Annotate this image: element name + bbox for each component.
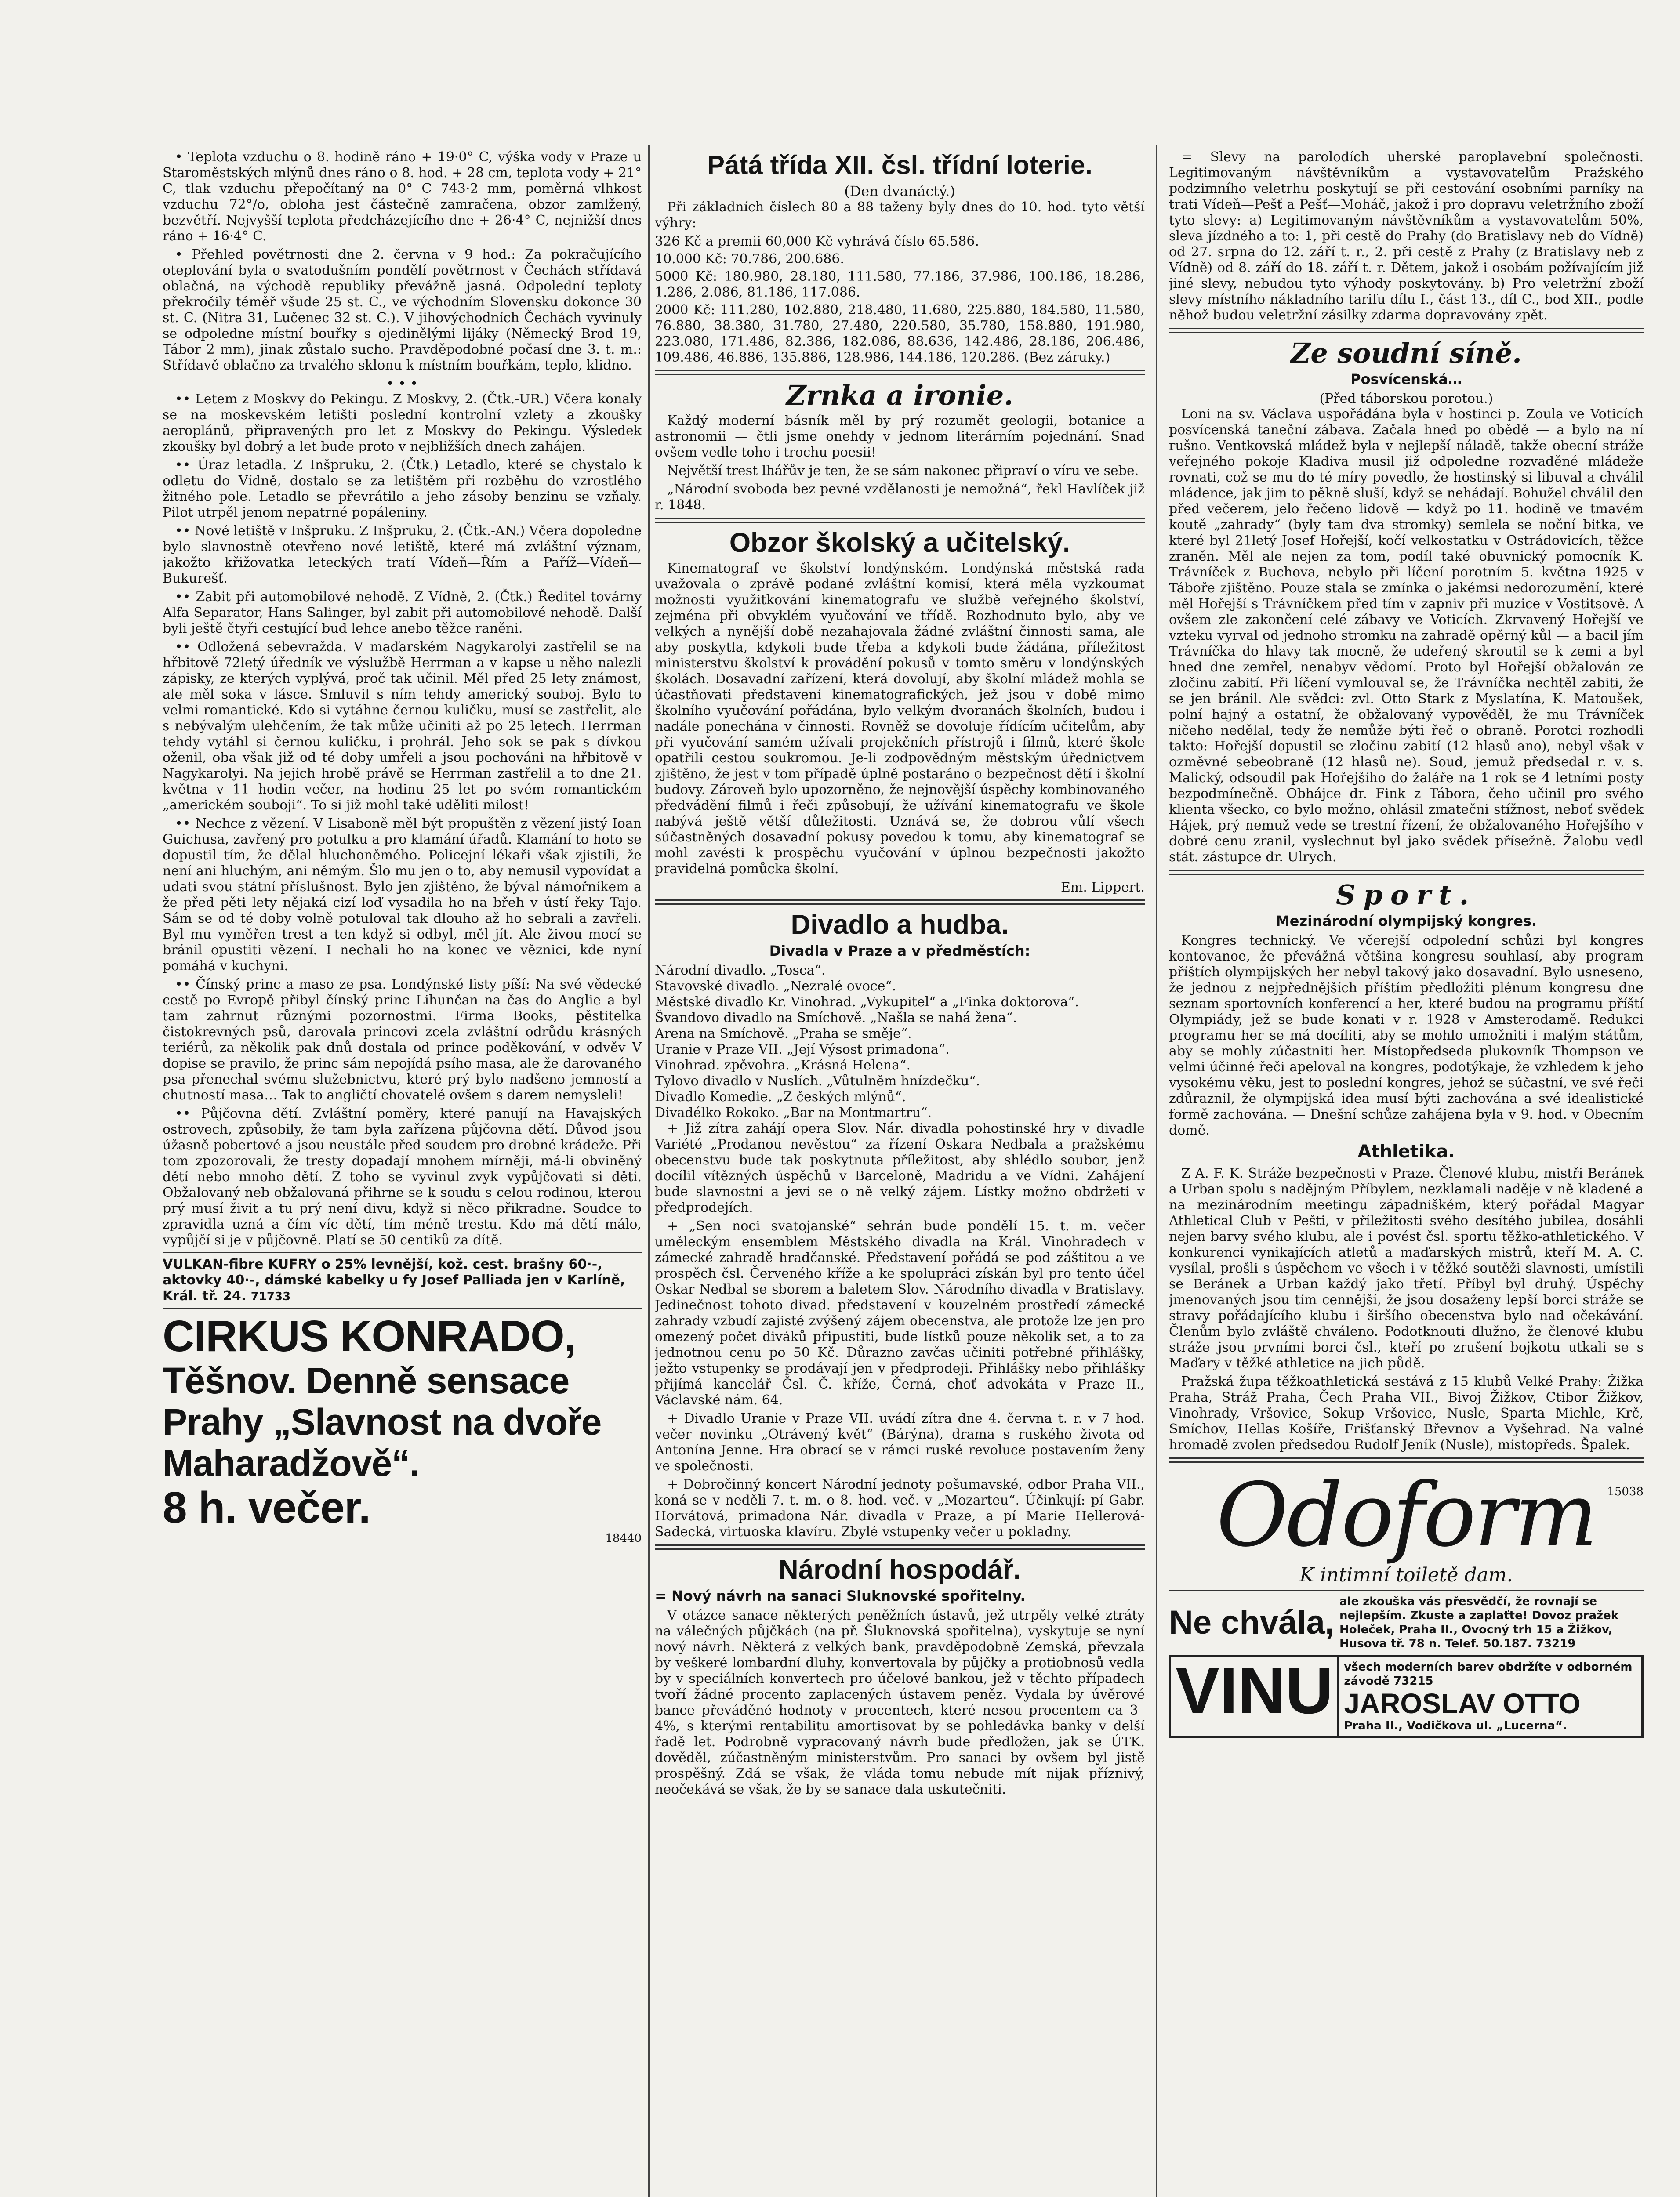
sport-title: Sport. (1335, 879, 1477, 911)
economy-title: Národní hospodář. (778, 1555, 1021, 1585)
divider (1169, 1457, 1644, 1463)
column-2 (655, 149, 1145, 2197)
ad-nechvala-body: ale zkouška vás přesvědčí, že rovnají se nejlepším. Zkuste a zaplaťte! Dovoz pražek Holeček, Praha II., Ovocný trh 15 a Žižkov, Husova tř. 78 n. Telef. 50.187. (1339, 1595, 1619, 1650)
court-article: Loni na sv. Václava uspořádána byla v hostinci p. Zoula ve Voticích posvícenská taneční zábava. Začala hned po obědě — a bylo na ní rušno. Ventkovská mládež byla v nejlepší náladě, takže obecní stráže veřejného pokoje Kladiva musil již odpoledne rozvaděné mládeže rovnati, což se mu do té míry povedlo, že hostinský si libuval a chválil mládence, jak jim to pěkně sluší, když se nehádají. Bohužel chválil den před večerem, jelo řečeno lidově — když po 11. hodině ve tmavém koutě „zahrady“ (byly tam dva stromky) semlela se noční bitka, ve které byl 21letý Josef Hořejší, kočí velkostatku v Ostrádovicích, těžce zraněn. Měl ale nejen za tom, podíl také obuvnický pomocník K. Trávníček z Buchova, nebylo při líčení porotním 5. května 1925 v Táboře zjištěno. Pouze stala se zmínka o jakémsi nedorozumění, které měl Hořejší s Trávníčkem před tím v zapniv při muzice v Vostitsově. A ovšem zle zakončení celé zábavy ve Voticích. Zkrvavený Hořejší ve vzteku vyrval od jednoho stromku na zahradě opěrný kůl — a bacil jím Trávníčka do hlavy tak mocně, že udeřený skroutil se k zemi a byl hned dne zemřel, nenabyv vědomí. Proto byl Hořejší obžalován ze zločinu zabití. Při líčení vymlouval se, že Trávníčka nechtěl zabiti, že se jen bránil. Ale svědci: zvl. Otto Stark z Myslatína, K. Matoušek, polní hajný a ostatní, že obžalovaný vypověděl, že mu Trávníček ničeho nedělal, tedy že nemůže býti řeč o obraně. Porotci rozhodli takto: Hořejší dopustil se zločinu zabití (12 hlasů ano), nebyl však v ozměvné sebeobraně (12 hlasů ne). Soud, jemuž předsedal r. v. s. Malický, odsoudil pak Hořejšího do žaláře na 1 rok se 4 letními posty bezpodmínečně. Obhájce dr. Fink z Tábora, čeho učinil pro svého klienta všecko, co bylo možno, ohlásil zmatečni stížnost, neboť svědek Hájek, prý nemuž vede se trestní řízení, že obžalovaného Hořejšího v dobré cenu zranil, vyslechnut byl jako svědek přísežně. Žalobu vedl stát. zástupce dr. Ulrych. (1169, 406, 1644, 865)
theatre-item: Stavovské divadlo. „Nezralé ovoce“. (655, 979, 896, 994)
ad-odoform-brand: Odoform (1216, 1464, 1597, 1566)
theatre-concert: + Dobročinný koncert Národní jednoty pošumavské, odbor Praha VII., koná se v neděli 7. t. m. o 8. hod. več. v „Mozarteu“. Účinkují: pí Gabr. Horvátová, primadona Nár. divadla v Praze, a pí Marie Hellerová-Sadecká, virtuoska klavíru. Zbylé vstupenky večer u pokladny. (655, 1477, 1145, 1540)
theatre-opera: + Již zítra zahájí opera Slov. Nár. divadla pohostinské hry v divadle Variété „Prodanou nevěstou“ za řízení Oskara Nedbala a pražskému obecenstvu bude tak poskytnuta příležitost, aby shlédlo soubor, jenž docílil vítězných úspěchů v Barceloně, Madridu a ve Vídni. Zahájení bude slavnostní a jeví se o ně velký zájem. Lístky možno obdržeti v předprodejích. (655, 1121, 1145, 1215)
sport-subtitle: Mezinárodní olympijský kongres. (1275, 913, 1537, 929)
ad-vinu-code: 73215 (1393, 1675, 1433, 1688)
divider (1169, 1590, 1644, 1591)
news-car-accident: •• Zabit při automobilové nehodě. Z Vídně, 2. (Čtk.) Ředitel továrny Alfa Separator, Hans Salinger, byl zabit při automobilové nehodě. Další byli ještě čtyři cestující bud lehce anebo těžce raněni. (163, 589, 642, 636)
ad-vulkan-text: VULKAN-fibre KUFRY o 25% levnější, kož. cest. brašny 60·-, aktovky 40·-, dámské kabelky u fy Josef Palliada jen v Karlíně, Král. tř. 24. (163, 1257, 625, 1304)
news-postponed-suicide: •• Odložená sebevražda. V maďarském Nagykarolyi zastřelil se na hřbitově 72letý úředník ve výslužbě Herrman a v kapse u něho nalezli zápisky, ze kterých vyplývá, proč tak učinil. Měl před 25 lety známost, ale měl soka v lásce. Smluvil s ním tehdy americký souboj. Bylo to velmi romantické. Kdo si vytáhne černou kuličku, musí se zastřelit, ale s nebývalým ulehčením, že tak může učiniti až po 25 letech. Herrman tehdy vytáhl si černou kuličku, i prohrál. Jeho sok se pak s dívkou oženil, oba však již od té doby umřeli a jsou pochováni na hřbitově v Nagykarolyi. Na jejich hrobě právě se Herrman zastřelil a to dne 21. května v 11 hodin večer, na hodinu 25 let po svém romantickém „americkém souboji“. To si již mohl také uděliti milost! (163, 639, 642, 813)
ad-odoform-tagline: K intimní toiletě dam. (1299, 1564, 1513, 1586)
news-new-airport: •• Nové letiště v Inšpruku. Z Inšpruku, 2. (Čtk.-AN.) Včera dopoledne bylo slavnostně otevřeno nové letiště, které má zvláštní význam, jakožto křižovatka leteckých tratí Vídeň—Řím a Paříž—Vídeň—Bukurešť. (163, 523, 642, 586)
ship-discounts: = Slevy na parolodích uherské paroplavební společnosti. Legitimovaným návštěvníkům a vystavovatelům Pražského podzimního veletrhu poskytují se při cestování osobními parníky na trati Vídeň—Pešť a Pešť—Moháč, jakož i pro dopravu veletržního zboží tyto slevy: a) Legitimovaným návštěvníkům a vystavovatelům 50%, sleva jízdného a to: 1, při cestě do Prahy (do Bratislavy neb do Vídně) od 27. srpna do 12. září t. r., 2. při cestě z Prahy (z Bratislavy neb z Vídně) od 8. září do 18. září t. r. Dětem, jakož i osobám požívajícím již jiné slevy, nebudou tyto výhody poskytovány. b) Pro veletržní zboží slevy místního nákladního tarifu dílu I., část 13., díl C., bod XII., podle něhož budou veletržní zásilky zdarma dopravovány zpět. (1169, 149, 1644, 323)
theatre-item: Národní divadlo. „Tosca“. (655, 963, 826, 978)
economy-article: V otázce sanace některých peněžních ústavů, jež utrpěly velké ztráty na válečných půjčkách (na př. Šluknovská spořitelna), vyskytuje se nyní nový návrh. Některá z velkých bank, pravděpodobně Zemská, převzala by veškeré lombardní dluhy, konvertovala by půjčky a protiobnosů vedla by v speciálních konvertech pro účelové bankou, jež v těchto případech tvoří žádné procento zaplacených ústavem peněz. Vydala by úvěrové bance převáděné hodnoty v procentech, které nesou procentem ca 3–4%, s kterými rentabilitu amortisovat by se pohledávka banky v delší řadě let. Podrobně vypracovaný návrh bude předložen, jak se ÚTK. dověděl, zúčastněným ministerstvům. Pro sanaci by ovšem byl jistě prospěšný. Zdá se však, že vláda tomu nebude mít nijak příznivý, neočekává se však, že by se sanace dala uskutečniti. (655, 1608, 1145, 1797)
theatre-item: Městské divadlo Kr. Vinohrad. „Vykupitel“ a „Finka doktorova“. (655, 994, 1079, 1010)
lottery-subtitle: (Den dvanáctý.) (844, 183, 955, 199)
court-subtitle-2: (Před táborskou porotou.) (1319, 391, 1493, 406)
lottery-intro: Při základních číslech 80 a 88 taženy byly dnes do 10. hod. tyto větší výhry: (655, 199, 1145, 231)
athletics-title: Athletika. (1357, 1142, 1455, 1162)
theatre-item: Vinohrad. zpěvohra. „Krásná Helena“. (655, 1058, 911, 1073)
theatre-subtitle: Divadla v Praze a v předměstích: (769, 943, 1030, 959)
ad-vinu-details (1339, 1657, 1641, 1736)
divider (655, 899, 1145, 905)
ad-vinu-address: Praha II., Vodičkova ul. „Lucerna“. (1344, 1719, 1567, 1733)
ad-nechvala-code: 73219 (1535, 1637, 1576, 1650)
school-signature: Em. Lippert. (1060, 880, 1145, 895)
divider (163, 1252, 642, 1253)
theatre-uranie: + Divadlo Uranie v Praze VII. uvádí zítra dne 4. června t. r. v 7 hod. večer novinku „Otrávený květ“ (Bárýna), drama s ruského života od Antonína Jenne. Hra obrací se v rámci ruské revoluce postavením ženy ve společnosti. (655, 1411, 1145, 1474)
school-article: Kinematograf ve školství londýnském. Londýnská městská rada uvažovala o zprávě podané zvláštní komisí, která měla vyzkoumat možnosti využitkování kinematografu ve službě veřejného školství, zejména při obvyklém vyučování ve třídě. Rozhodnuto bylo, aby ve velkých a nynější době nezahajovala žádné zvláštní činnosti sama, ale aby poskytla, kdykoli bude třeba a kdykoli bude žádána, příležitost ministerstvu školství k provádění pokusů v tomto směru v londýnských školách. Dosavadní zařízení, která dovolují, aby školní mládež mohla se účastňovati představení kinematografických, jež jsou v době mimo školního vyučování pořádána, bylo velkým dvoranách školních, budou i nadále ponechána v činnosti. Rovněž se dovoluje řídícím učitelům, aby při vyučování samém užívali projekčních přístrojů i filmů, které škole opatřili cestou soukromou. Je-li zodpovědným městským úřednictvem zjištěno, že jest v tom případě úplně postaráno o bezpečnost dětí i školní budovy. Zároveň bylo upozorněno, že nejnovější úspěchy kombinovaného předvádění filmů i řeči způsobují, že užívání kinematografu ve škole nabývá ještě větší důležitosti. Uznává se, že dobrou vůlí všech súčastněných dosavadní pokusy povedou k tomu, aby kinematograf se mohl zavésti k prospěchu vyučování v úplnou bezpečnosti jakožto pravidelná pomůcka školní. (655, 561, 1145, 877)
theatre-title: Divadlo a hudba. (791, 910, 1009, 940)
ad-odoform (1169, 1464, 1644, 1586)
news-plane-accident: •• Úraz letadla. Z Inšpruku, 2. (Čtk.) Letadlo, které se chystalo k odletu do Vídně, dostalo se za letištěm při rozběhu do vzrostlého žitného pole. Letadlo se převrátilo a jeho zásoby benzinu se vzňaly. Pilot utrpěl jenom nepatrné popáleniny. (163, 457, 642, 520)
lottery-prize-2000: 2000 Kč: 111.280, 102.880, 218.480, 11.680, 225.880, 184.580, 11.580, 76.880, 38.380, 31.780, 27.480, 220.580, 35.780, 158.880, 191.980, 223.080, 171.486, 82.386, 182.086, 88.636, 142.486, 28.186, 206.486, 109.486, 46.886, 135.886, 128.986, 144.186, 120.286. (Bez záruky.) (655, 302, 1145, 365)
ad-cirkus-time: 8 h. večer. (163, 1483, 370, 1532)
ad-vinu (1169, 1655, 1644, 1738)
news-chinese-prince: •• Čínský princ a maso ze psa. Londýnské listy píší: Na své vědecké cestě po Evropě přibyl čínský princ Lihunčan na čas do Anglie a byl tam zahrnut různými pozornostmi. Firma Books, pěstitelka čistokrevných psů, darovala princovi zcela zvláštní odrůdu krásných teriérů, za několik pak dnů dostala od prince poděkování, v odvěv V dopise se pravilo, že princ sám nepojídá psího masa, ale že darovaného psa přenechal svému služebnictvu, které prý bylo nadšeno jemností a chutností masa… Tak to angličtí chovatelé ovšem s darem nemysleli! (163, 977, 642, 1103)
news-child-rental: •• Půjčovna dětí. Zvláštní poměry, které panují na Havajských ostrovech, způsobily, že tam byla zařízena půjčovna dětí. Důvod jsou úžasně pobertové a jsou neustále před soudem pro drobné krádeže. Při tom zpozorovali, že tresty dopadají mnohem mírněji, má-li obviněný dětí nebo mnoho dětí. Z toho se vyvinul zvyk vypůjčovati si děti. Obžalovaný neb obžalovaná přihrne se k soudu s celou rodinou, kterou prý musí živit a tu prý není divu, když si něco přikradne. Soudce to zpravidla uzná a čím víc dětí, tím méně trestu. Kdo má dětí málo, vypůjčí si je v půjčovně. Platí se 50 centiků za dítě. (163, 1106, 642, 1248)
ad-vulkan-code: 71733 (250, 1290, 291, 1303)
divider (655, 370, 1145, 375)
ad-nechvala-headline: Ne chvála, (1169, 1604, 1334, 1641)
theatre-midsummer: + „Sen noci svatojanské“ sehrán bude pondělí 15. t. m. večer uměleckým ensemblem Městského divadla na Král. Vinohradech v zámecké zahradě hradčanské. Představení pořádá se pod záštitou a ve prospěch čsl. Červeného kříže a ke spolupráci získán byl pro tento účel Oskar Nedbal se sborem a baletem Slov. Národního divadla v Bratislavy. Jedinečnost tohoto divad. představení v kouzelném prostředí zámecké zahrady vzbudí zajisté zvýšený zájem obecenstva, ale protože lze jen pro omezený počet diváků připustiti, bude lístků pouze několik set, a to za jednotnou cenu po 50 Kč. Důrazno zavčas učiniti potřebné přihlášky, ježto vstupenky se prodávají jen v předprodeji. Přihlášky nebo přihlášky přijímá kancelář Čsl. Č. kříže, Černá, choť advokáta v Praze II., Václavské nám. 64. (655, 1218, 1145, 1408)
theatre-item: Švandovo divadlo na Smíchově. „Našla se nahá žena“. (655, 1010, 1017, 1026)
lottery-title: Pátá třída XII. čsl. třídní loterie. (707, 150, 1092, 180)
divider (1169, 328, 1644, 333)
sport-congress: Kongres technický. Ve včerejší odpolední schůzi byl kongres kontovanoe, že převážná většina kongresu souhlasí, aby program příštích olympijských her nebyl takový jako dosavadní. Bylo usneseno, že jednou z nejpřednějších příštím předložiti plénum kongresu dne seznam sportovních konferencí a her, které budou na programu příští Olympiády, jež se bude konati v r. 1928 v Amsterodamě. Redukci programu her se má docíliti, aby se mohlo umožniti i malým státům, aby se mohly zúčastniti her. Místopředseda plukovník Thompson ve velmi účinné řeči apeloval na kongres, podotýkaje, že vzhledem k jeho vysokému věku, jest to poslední kongres, jehož se súčastní, ve své řeči zdůraznil, že olympijská idea musí býti zachována a své idealistické formě zachována. — Dnešní schůze zahájena byla v 9. hod. v Obecním domě. (1169, 933, 1644, 1138)
irony-p1: Každý moderní básník měl by prý rozumět geologii, botanice a astronomii — čtli jsme onehdy v jednom literárním pojednání. Snad ovšem vedle toho i trochu poesii! (655, 413, 1145, 460)
lottery-prize-10000: 10.000 Kč: 70.786, 200.686. (655, 251, 845, 267)
theatre-item: Uranie v Praze VII. „Její Výsost primadona“. (655, 1042, 950, 1057)
court-subtitle: Posvícenská… (1350, 371, 1462, 388)
news-prison: •• Nechce z vězení. V Lisaboně měl být propuštěn z vězení jistý Ioan Guichusa, zavřený pro potulku a pro klamání úřadů. Klamání to hoto se dopustil tím, že dělal hluchoněmého. Policejní lékaři však zjistili, že není ani hluchým, ani němým. Šlo mu jen o to, aby nemusil vypovídat a udati svou státní příslušnost. Bylo jen zjištěno, že býval námořníkem a že před pěti lety nějaká cizí loď vysadila ho na břeh v ústí řeky Tajo. Sám se od té doby volně potuloval tak dlouho až ho sebrali a zavřeli. Byl mu vyměřen trest a ten když si odbyl, měl jít. Ale živou mocí se bránil opustiti vězení. I nechali ho na konec ve věznici, kde nyní pomáhá v kuchyni. (163, 816, 642, 974)
column-rule-1 (648, 145, 650, 2197)
ad-cirkus-title: CIRKUS KONRADO, (163, 1312, 576, 1361)
school-title: Obzor školský a učitelský. (729, 528, 1070, 558)
divider (655, 1544, 1145, 1550)
section-dots: • • • (386, 376, 418, 392)
lottery-prize-main: 326 Kč a premii 60,000 Kč vyhrává číslo 65.586. (655, 234, 980, 249)
theatre-item: Arena na Smíchově. „Praha se směje“. (655, 1026, 912, 1041)
court-title: Ze soudní síně. (1291, 337, 1522, 369)
ad-nechvala-text (1339, 1595, 1644, 1651)
theatre-item: Divadélko Rokoko. „Bar na Montmartru“. (655, 1105, 932, 1120)
ad-nechvala (1169, 1595, 1644, 1651)
ad-cirkus-text: Těšnov. Denně sensace Prahy „Slavnost na dvoře Maharadžově“. (163, 1360, 602, 1484)
news-moscow-peking: •• Letem z Moskvy do Pekingu. Z Moskvy, 2. (Čtk.-UR.) Včera konaly se na moskevském letišti poslední kontrolní vzlety a zkoušky aeroplánů, připravených pro let z Moskvy do Pekingu. Výsledek zkoušky byl dobrý a let bude proto v nejbližších dnech zahájen. (163, 392, 642, 454)
ad-vinu-top (1344, 1660, 1637, 1688)
divider (1169, 870, 1644, 875)
irony-title: Zrnka a ironie. (786, 379, 1013, 411)
athletics-p1: Z A. F. K. Stráže bezpečnosti v Praze. Členové klubu, mistři Beránek a Urban spolu s nadějným Příbylem, nezklamali naděje v ně kladené a na mezinárodním meetingu západniškém, který pořádal Magyar Athletical Club v Pešti, v příležitosti svého desítého jubilea, dosáhli nejen barvy svého klubu, ale i povést čsl. sportu těžko-athletického. V konkurenci vynikajících atletů a maďarských mistrů, kteří M. A. C. vysílal, prošli s úspěchem ve všech i v těžké soutěži slavnosti, umístili se Beránek a Urban každý jako třetí. Příbyl byl druhý. Úspěchy jmenovaných jsou tím cennější, že jsou dosaženy lepší borci stráže se stravy pořádajícího klubu i širšího obecenstva bylo nad očekávání. Členům bylo zvláště chváleno. Podotknouti dlužno, že členové klubu stráže jsou prvními borci čsl., kteří po zrušení bojkotu utkali se s Maďary v těžké athletice na jich půdě. (1169, 1166, 1644, 1371)
athletics-p2: Pražská župa těžkoathletická sestává z 15 klubů Velké Prahy: Žižka Praha, Stráž Praha, Čech Praha VII., Bivoj Žižkov, Ctibor Žižkov, Vinohrady, Vršovice, Sokup Vršovice, Nusle, Sparta Michle, Krč, Smíchov, Hellas Košíře, Frišťanský Břevnov a Vyšehrad. Na valné hromadě zvolen předsedou Rudolf Jeník (Nusle), místopředs. Špalek. (1169, 1374, 1644, 1453)
theatre-list (655, 963, 1145, 1121)
column-3 (1169, 149, 1644, 2197)
weather-report: • Teplota vzduchu o 8. hodině ráno + 19·0° C, výška vody v Praze u Staroměstských mlýnů dnes ráno o 8. hod. + 28 cm, teplota vody + 21° C, tlak vzduchu přepočítaný na 0° C 743·2 mm, poměrná vlhkost vzduchu 72°/o, obloha jest částečně zamračena, obzor zamlžený, bezvětří. Nejvyšší teplota předcházejícího dne + 26·4° C, nejnižší dnes ráno + 16·4° C. (163, 149, 642, 244)
weather-overview: • Přehled povětrnosti dne 2. června v 9 hod.: Za pokračujícího oteplování byla o svatodušním pondělí povětrnost v Čechách střídavá oblačná, na východě republiky převážně jasná. Odpolední teploty překročily téměř všude 25 st. C., ve východním Slovensku dokonce 30 st. C. (Nitra 31, Lučenec 32 st. C.). V jihovýchodních Čechách vyvinuly se odpoledne místní bouřky s ojedinělými lijáky (Německý Brod 19, Tábor 2 mm), jinak zůstalo sucho. Pravděpodobné počasí dne 3. t. m.: Střídavě oblačno za trvalého sklonu k místním bouřkám, teplo, klidno. (163, 247, 642, 373)
theatre-item: Divadlo Komedie. „Z českých mlýnů“. (655, 1089, 906, 1105)
irony-p2: Největší trest lhářův je ten, že se sám nakonec připraví o víru ve sebe. (667, 463, 1139, 479)
theatre-item: Tylovo divadlo v Nuslích. „Vůtulněm hnízdečku“. (655, 1073, 980, 1089)
lottery-prize-5000: 5000 Kč: 180.980, 28.180, 111.580, 77.186, 37.986, 100.186, 18.286, 1.286, 2.086, 81.186, 117.086. (655, 269, 1145, 300)
economy-subtitle: = Nový návrh na sanaci Sluknovské spořitelny. (655, 1588, 1026, 1604)
ad-cirkus-code: 18440 (605, 1532, 642, 1545)
ad-cirkus-konrado (163, 1312, 642, 1545)
ad-vulkan-kufry (163, 1257, 642, 1304)
irony-p3: „Národní svoboda bez pevné vzdělanosti je nemožná“, řekl Havlíček již r. 1848. (655, 482, 1145, 513)
ad-vinu-headline: VINU (1171, 1657, 1339, 1736)
divider (655, 518, 1145, 523)
ad-odoform-code: 15038 (1607, 1485, 1644, 1498)
ad-vinu-name: JAROSLAV OTTO (1344, 1688, 1581, 1719)
divider (163, 1308, 642, 1309)
ad-vinu-top-text: všech moderních barev obdržíte v odborném závodě (1344, 1660, 1633, 1688)
column-1 (163, 149, 642, 2197)
column-rule-2 (1156, 145, 1157, 2197)
